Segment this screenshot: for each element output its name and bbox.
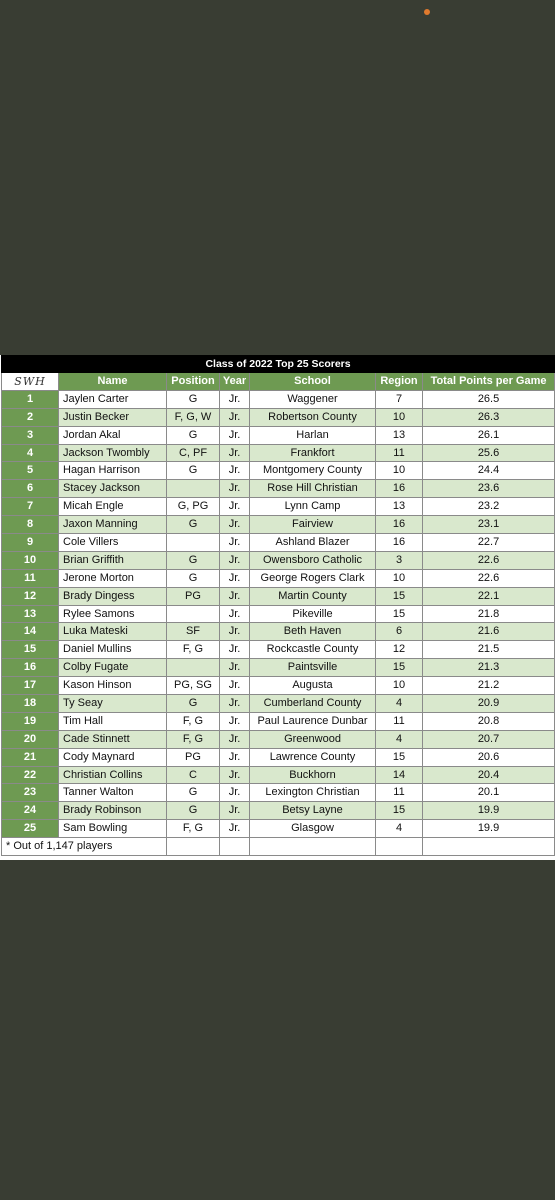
table-row xyxy=(2,659,555,677)
name-cell: Jackson Twombly xyxy=(59,444,167,462)
ppg-cell: 20.7 xyxy=(423,730,555,748)
name-cell: Stacey Jackson xyxy=(59,480,167,498)
year-cell: Jr. xyxy=(220,802,250,820)
year-cell: Jr. xyxy=(220,641,250,659)
year-cell: Jr. xyxy=(220,390,250,408)
scorers-table-image xyxy=(0,355,555,860)
region-cell: 10 xyxy=(376,462,423,480)
footnote-row xyxy=(2,838,555,856)
header-year: Year xyxy=(220,373,250,391)
region-cell: 13 xyxy=(376,426,423,444)
rank-cell: 18 xyxy=(2,695,59,713)
year-cell: Jr. xyxy=(220,659,250,677)
name-cell: Jaxon Manning xyxy=(59,516,167,534)
name-cell: Daniel Mullins xyxy=(59,641,167,659)
rank-cell: 19 xyxy=(2,712,59,730)
table-row xyxy=(2,516,555,534)
school-cell: Paintsville xyxy=(250,659,376,677)
rank-cell: 10 xyxy=(2,551,59,569)
table-row xyxy=(2,462,555,480)
ppg-cell: 22.6 xyxy=(423,569,555,587)
year-cell: Jr. xyxy=(220,695,250,713)
rank-cell: 21 xyxy=(2,748,59,766)
table-row xyxy=(2,695,555,713)
table-body xyxy=(2,390,555,837)
position-cell xyxy=(167,480,220,498)
school-cell: Waggener xyxy=(250,390,376,408)
table-title: Class of 2022 Top 25 Scorers xyxy=(2,356,555,373)
ppg-cell: 24.4 xyxy=(423,462,555,480)
table-row xyxy=(2,641,555,659)
name-cell: Rylee Samons xyxy=(59,605,167,623)
position-cell: G, PG xyxy=(167,498,220,516)
position-cell: G xyxy=(167,695,220,713)
region-cell: 15 xyxy=(376,802,423,820)
region-cell: 4 xyxy=(376,820,423,838)
position-cell: SF xyxy=(167,623,220,641)
rank-cell: 16 xyxy=(2,659,59,677)
school-cell: Owensboro Catholic xyxy=(250,551,376,569)
name-cell: Brady Dingess xyxy=(59,587,167,605)
rank-cell: 12 xyxy=(2,587,59,605)
rank-cell: 17 xyxy=(2,677,59,695)
year-cell: Jr. xyxy=(220,534,250,552)
name-cell: Cade Stinnett xyxy=(59,730,167,748)
ppg-cell: 20.1 xyxy=(423,784,555,802)
table-row xyxy=(2,551,555,569)
region-cell: 12 xyxy=(376,641,423,659)
name-cell: Justin Becker xyxy=(59,408,167,426)
year-cell: Jr. xyxy=(220,426,250,444)
notification-dot xyxy=(424,9,430,15)
position-cell: G xyxy=(167,802,220,820)
year-cell: Jr. xyxy=(220,444,250,462)
name-cell: Brady Robinson xyxy=(59,802,167,820)
position-cell: G xyxy=(167,551,220,569)
name-cell: Jordan Akal xyxy=(59,426,167,444)
school-cell: Robertson County xyxy=(250,408,376,426)
table-title-row xyxy=(2,356,555,373)
table-row xyxy=(2,498,555,516)
position-cell: PG xyxy=(167,748,220,766)
rank-cell: 22 xyxy=(2,766,59,784)
year-cell: Jr. xyxy=(220,408,250,426)
table-row xyxy=(2,802,555,820)
rank-cell: 20 xyxy=(2,730,59,748)
footnote: * Out of 1,147 players xyxy=(2,838,167,856)
region-cell: 3 xyxy=(376,551,423,569)
position-cell: G xyxy=(167,426,220,444)
year-cell: Jr. xyxy=(220,677,250,695)
rank-cell: 15 xyxy=(2,641,59,659)
name-cell: Ty Seay xyxy=(59,695,167,713)
rank-cell: 13 xyxy=(2,605,59,623)
school-cell: Beth Haven xyxy=(250,623,376,641)
school-cell: Pikeville xyxy=(250,605,376,623)
table-row xyxy=(2,408,555,426)
school-cell: Fairview xyxy=(250,516,376,534)
table-row xyxy=(2,534,555,552)
region-cell: 15 xyxy=(376,605,423,623)
region-cell: 13 xyxy=(376,498,423,516)
swh-logo: SWH xyxy=(2,373,59,391)
header-region: Region xyxy=(376,373,423,391)
ppg-cell: 19.9 xyxy=(423,820,555,838)
empty-cell xyxy=(220,838,250,856)
position-cell: G xyxy=(167,462,220,480)
position-cell: C xyxy=(167,766,220,784)
school-cell: Paul Laurence Dunbar xyxy=(250,712,376,730)
rank-cell: 3 xyxy=(2,426,59,444)
name-cell: Colby Fugate xyxy=(59,659,167,677)
rank-cell: 9 xyxy=(2,534,59,552)
name-cell: Jerone Morton xyxy=(59,569,167,587)
ppg-cell: 21.8 xyxy=(423,605,555,623)
ppg-cell: 23.1 xyxy=(423,516,555,534)
header-ppg: Total Points per Game xyxy=(423,373,555,391)
table-header-row xyxy=(2,373,555,391)
school-cell: Greenwood xyxy=(250,730,376,748)
table-row xyxy=(2,712,555,730)
rank-cell: 23 xyxy=(2,784,59,802)
rank-cell: 25 xyxy=(2,820,59,838)
school-cell: Cumberland County xyxy=(250,695,376,713)
year-cell: Jr. xyxy=(220,748,250,766)
year-cell: Jr. xyxy=(220,766,250,784)
rank-cell: 8 xyxy=(2,516,59,534)
empty-cell xyxy=(167,838,220,856)
name-cell: Jaylen Carter xyxy=(59,390,167,408)
rank-cell: 5 xyxy=(2,462,59,480)
school-cell: Buckhorn xyxy=(250,766,376,784)
region-cell: 16 xyxy=(376,480,423,498)
empty-cell xyxy=(376,838,423,856)
name-cell: Tim Hall xyxy=(59,712,167,730)
year-cell: Jr. xyxy=(220,623,250,641)
table-row xyxy=(2,587,555,605)
table-row xyxy=(2,677,555,695)
table-row xyxy=(2,426,555,444)
region-cell: 10 xyxy=(376,408,423,426)
region-cell: 16 xyxy=(376,534,423,552)
ppg-cell: 26.1 xyxy=(423,426,555,444)
rank-cell: 1 xyxy=(2,390,59,408)
ppg-cell: 20.9 xyxy=(423,695,555,713)
school-cell: Lawrence County xyxy=(250,748,376,766)
header-name: Name xyxy=(59,373,167,391)
name-cell: Brian Griffith xyxy=(59,551,167,569)
region-cell: 4 xyxy=(376,695,423,713)
ppg-cell: 21.5 xyxy=(423,641,555,659)
region-cell: 15 xyxy=(376,587,423,605)
rank-cell: 4 xyxy=(2,444,59,462)
rank-cell: 24 xyxy=(2,802,59,820)
region-cell: 7 xyxy=(376,390,423,408)
school-cell: Martin County xyxy=(250,587,376,605)
school-cell: Glasgow xyxy=(250,820,376,838)
position-cell: C, PF xyxy=(167,444,220,462)
table-row xyxy=(2,569,555,587)
empty-cell xyxy=(250,838,376,856)
year-cell: Jr. xyxy=(220,730,250,748)
rank-cell: 14 xyxy=(2,623,59,641)
school-cell: George Rogers Clark xyxy=(250,569,376,587)
school-cell: Lynn Camp xyxy=(250,498,376,516)
position-cell: F, G xyxy=(167,730,220,748)
table-row xyxy=(2,444,555,462)
ppg-cell: 23.2 xyxy=(423,498,555,516)
table-row xyxy=(2,605,555,623)
table-row xyxy=(2,784,555,802)
year-cell: Jr. xyxy=(220,784,250,802)
rank-cell: 6 xyxy=(2,480,59,498)
region-cell: 6 xyxy=(376,623,423,641)
region-cell: 4 xyxy=(376,730,423,748)
region-cell: 16 xyxy=(376,516,423,534)
ppg-cell: 20.6 xyxy=(423,748,555,766)
school-cell: Frankfort xyxy=(250,444,376,462)
region-cell: 15 xyxy=(376,748,423,766)
school-cell: Betsy Layne xyxy=(250,802,376,820)
name-cell: Cody Maynard xyxy=(59,748,167,766)
school-cell: Montgomery County xyxy=(250,462,376,480)
school-cell: Harlan xyxy=(250,426,376,444)
header-school: School xyxy=(250,373,376,391)
region-cell: 10 xyxy=(376,677,423,695)
name-cell: Cole Villers xyxy=(59,534,167,552)
position-cell: G xyxy=(167,569,220,587)
position-cell xyxy=(167,659,220,677)
region-cell: 11 xyxy=(376,712,423,730)
position-cell: F, G, W xyxy=(167,408,220,426)
position-cell xyxy=(167,605,220,623)
ppg-cell: 19.9 xyxy=(423,802,555,820)
position-cell: PG xyxy=(167,587,220,605)
ppg-cell: 26.5 xyxy=(423,390,555,408)
rank-cell: 11 xyxy=(2,569,59,587)
name-cell: Tanner Walton xyxy=(59,784,167,802)
region-cell: 11 xyxy=(376,444,423,462)
name-cell: Kason Hinson xyxy=(59,677,167,695)
name-cell: Christian Collins xyxy=(59,766,167,784)
header-position: Position xyxy=(167,373,220,391)
table-row xyxy=(2,748,555,766)
position-cell: G xyxy=(167,516,220,534)
region-cell: 15 xyxy=(376,659,423,677)
ppg-cell: 22.1 xyxy=(423,587,555,605)
position-cell: F, G xyxy=(167,641,220,659)
scorers-table xyxy=(1,355,555,856)
empty-cell xyxy=(423,838,555,856)
year-cell: Jr. xyxy=(220,605,250,623)
region-cell: 14 xyxy=(376,766,423,784)
school-cell: Augusta xyxy=(250,677,376,695)
table-row xyxy=(2,730,555,748)
year-cell: Jr. xyxy=(220,569,250,587)
name-cell: Luka Mateski xyxy=(59,623,167,641)
table-row xyxy=(2,390,555,408)
ppg-cell: 20.8 xyxy=(423,712,555,730)
school-cell: Rose Hill Christian xyxy=(250,480,376,498)
ppg-cell: 22.6 xyxy=(423,551,555,569)
table-row xyxy=(2,820,555,838)
name-cell: Hagan Harrison xyxy=(59,462,167,480)
ppg-cell: 22.7 xyxy=(423,534,555,552)
region-cell: 11 xyxy=(376,784,423,802)
ppg-cell: 23.6 xyxy=(423,480,555,498)
ppg-cell: 21.3 xyxy=(423,659,555,677)
table-row xyxy=(2,480,555,498)
position-cell: PG, SG xyxy=(167,677,220,695)
position-cell xyxy=(167,534,220,552)
rank-cell: 7 xyxy=(2,498,59,516)
year-cell: Jr. xyxy=(220,587,250,605)
name-cell: Micah Engle xyxy=(59,498,167,516)
ppg-cell: 25.6 xyxy=(423,444,555,462)
year-cell: Jr. xyxy=(220,462,250,480)
school-cell: Ashland Blazer xyxy=(250,534,376,552)
year-cell: Jr. xyxy=(220,480,250,498)
ppg-cell: 21.6 xyxy=(423,623,555,641)
ppg-cell: 20.4 xyxy=(423,766,555,784)
year-cell: Jr. xyxy=(220,498,250,516)
position-cell: F, G xyxy=(167,712,220,730)
position-cell: G xyxy=(167,390,220,408)
year-cell: Jr. xyxy=(220,712,250,730)
ppg-cell: 21.2 xyxy=(423,677,555,695)
region-cell: 10 xyxy=(376,569,423,587)
rank-cell: 2 xyxy=(2,408,59,426)
position-cell: G xyxy=(167,784,220,802)
school-cell: Rockcastle County xyxy=(250,641,376,659)
position-cell: F, G xyxy=(167,820,220,838)
table-row xyxy=(2,623,555,641)
ppg-cell: 26.3 xyxy=(423,408,555,426)
year-cell: Jr. xyxy=(220,551,250,569)
year-cell: Jr. xyxy=(220,516,250,534)
name-cell: Sam Bowling xyxy=(59,820,167,838)
year-cell: Jr. xyxy=(220,820,250,838)
background-area xyxy=(0,860,555,1200)
table-row xyxy=(2,766,555,784)
school-cell: Lexington Christian xyxy=(250,784,376,802)
